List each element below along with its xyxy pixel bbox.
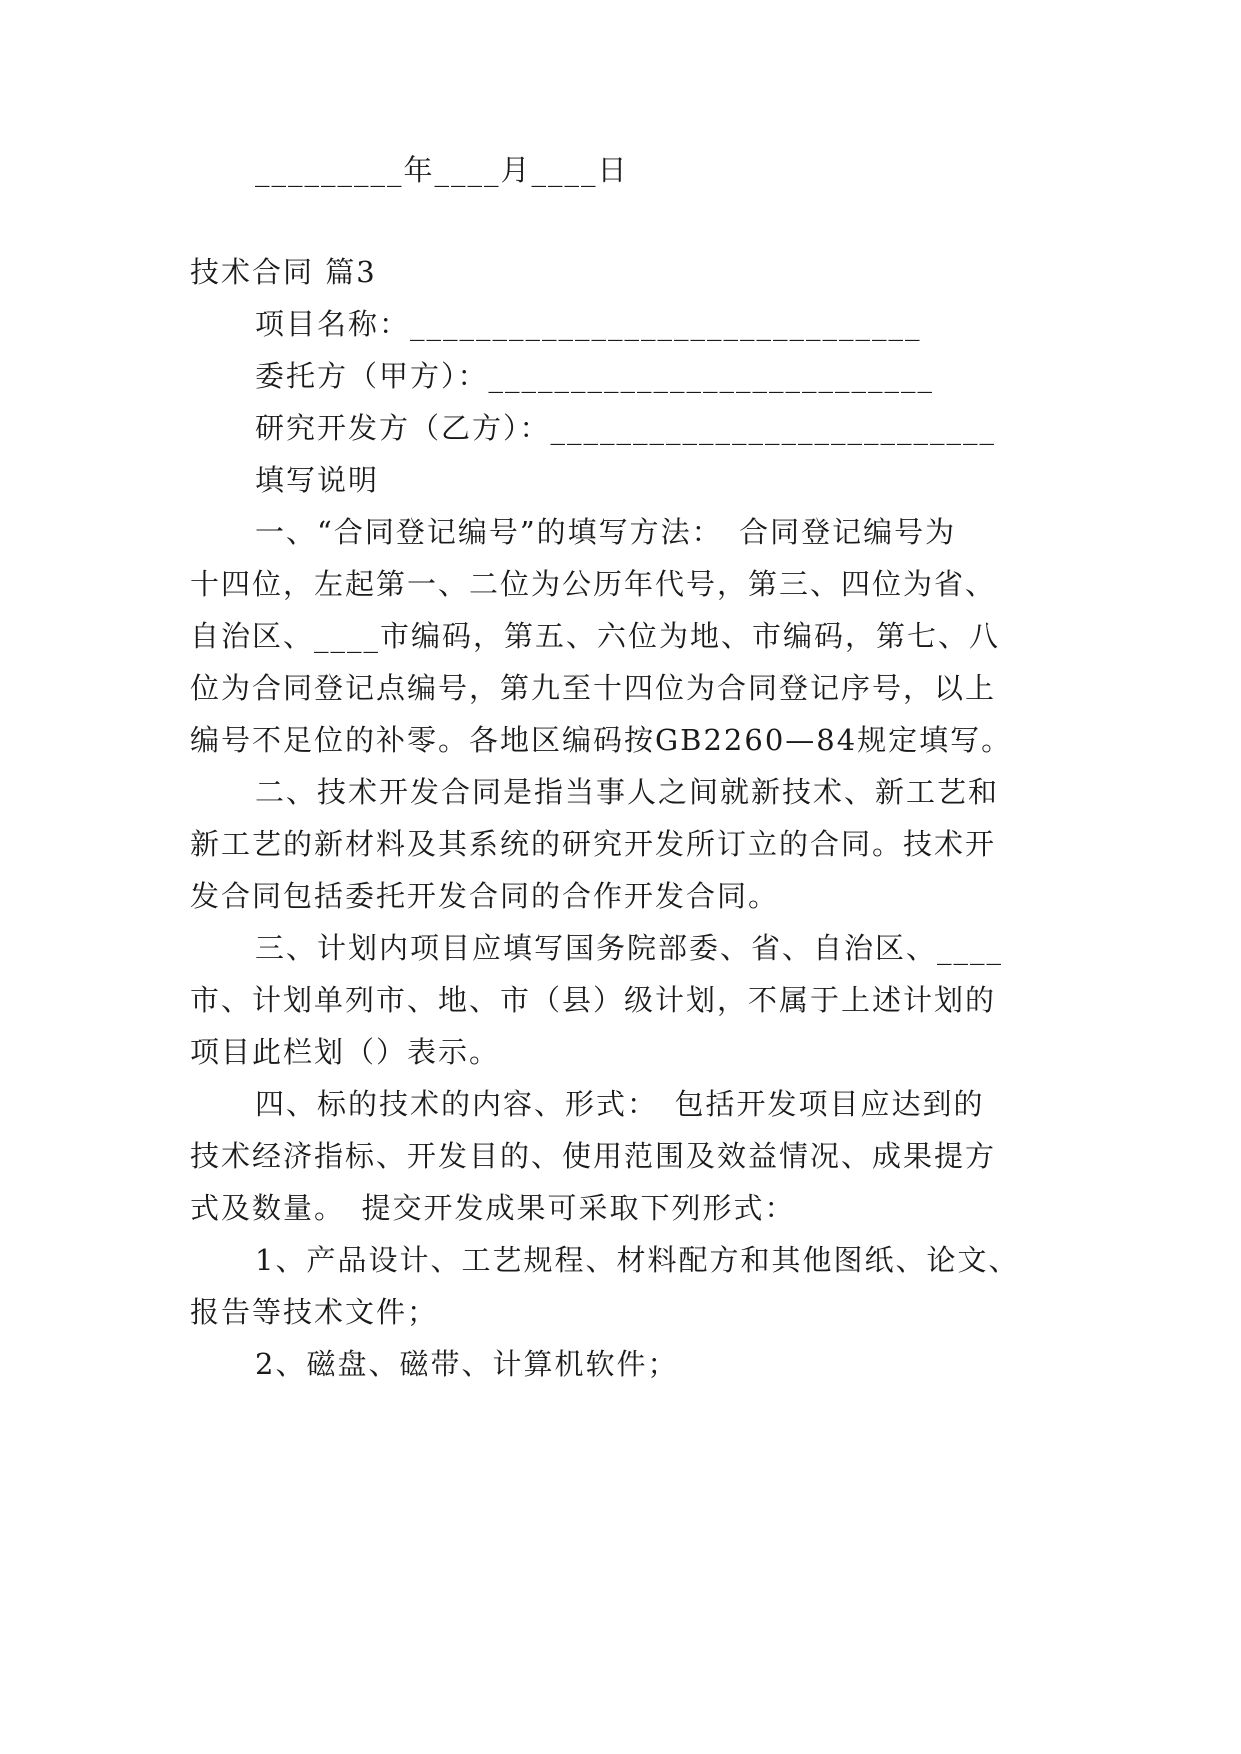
paragraph-3-line-2: 市、计划单列市、地、市（县）级计划，不属于上述计划的 [190,983,997,1017]
paragraph-3-line-1: 三、计划内项目应填写国务院部委、省、自治区、____ [255,931,1004,965]
paragraph-2-line-1: 二、技术开发合同是指当事人之间就新技术、新工艺和 [255,775,1000,809]
paragraph-1-line-3: 自治区、____市编码，第五、六位为地、市编码，第七、八 [190,619,1001,653]
paragraph-5-line-2: 报告等技术文件； [190,1295,439,1329]
paragraph-1-line-1: 一、“合同登记编号”的填写方法： 合同登记编号为 [255,515,957,549]
paragraph-4-line-1: 四、标的技术的内容、形式： 包括开发项目应达到的 [255,1087,985,1121]
client-field: 委托方（甲方）：___________________________ [255,359,935,393]
paragraph-1-line-2: 十四位，左起第一、二位为公历年代号，第三、四位为省、 [190,567,997,601]
date-line: _________年____月____日 [255,153,629,187]
instructions-heading: 填写说明 [255,463,380,497]
paragraph-6-line-1: 2、磁盘、磁带、计算机软件； [255,1347,679,1381]
paragraph-2-line-3: 发合同包括委托开发合同的合作开发合同。 [190,879,780,913]
paragraph-1-line-4: 位为合同登记点编号，第九至十四位为合同登记序号，以上 [190,671,997,705]
paragraph-1-line-5: 编号不足位的补零。各地区编码按GB2260—84规定填写。 [190,723,1013,757]
paragraph-3-line-3: 项目此栏划（）表示。 [190,1035,501,1069]
developer-field: 研究开发方（乙方）：___________________________ [255,411,997,445]
paragraph-2-line-2: 新工艺的新材料及其系统的研究开发所订立的合同。技术开 [190,827,997,861]
paragraph-4-line-3: 式及数量。 提交开发成果可采取下列形式： [190,1191,796,1225]
project-name-field: 项目名称：_______________________________ [255,307,922,341]
paragraph-4-line-2: 技术经济指标、开发目的、使用范围及效益情况、成果提方 [190,1139,997,1173]
section-title: 技术合同 篇3 [190,255,377,289]
paragraph-5-line-1: 1、产品设计、工艺规程、材料配方和其他图纸、论文、 [255,1243,1020,1277]
